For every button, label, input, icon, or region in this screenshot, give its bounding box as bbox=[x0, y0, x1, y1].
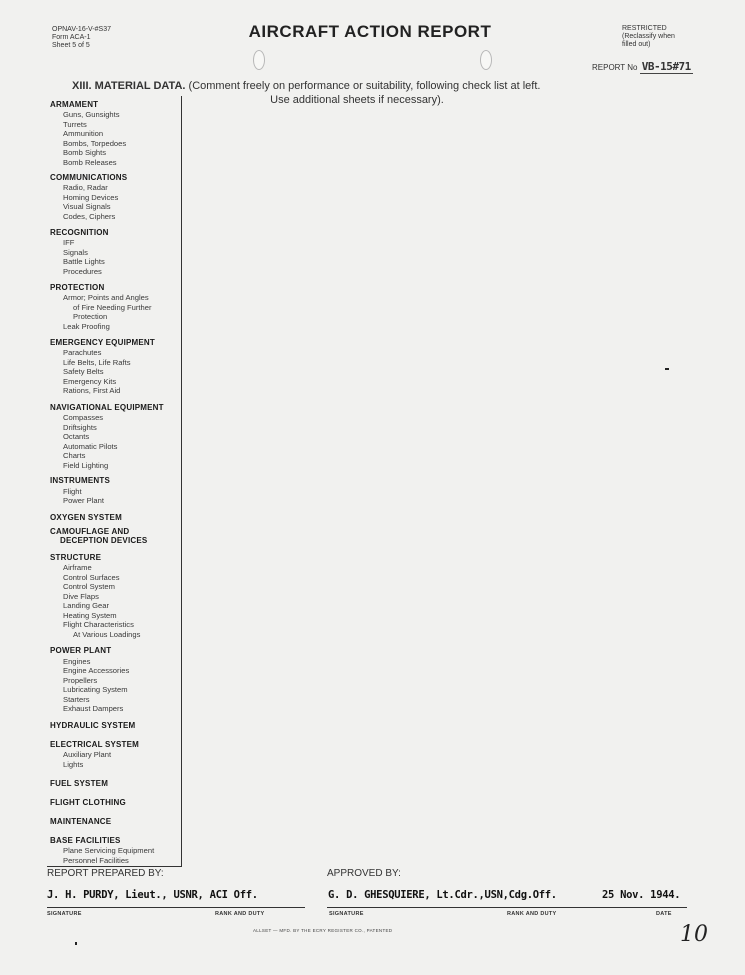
material-checklist bbox=[47, 96, 182, 867]
checklist-category: DECEPTION DEVICES bbox=[60, 536, 148, 545]
checklist-item: Automatic Pilots bbox=[63, 442, 118, 451]
checklist-item: Leak Proofing bbox=[63, 322, 110, 331]
section-title: XIII. MATERIAL DATA. bbox=[72, 80, 186, 92]
printer-imprint: ALLSET — MFD. BY THE ECRY REGISTER CO., PATENTED bbox=[253, 928, 393, 933]
checklist-item: Guns, Gunsights bbox=[63, 110, 120, 119]
classification-line: (Reclassify when bbox=[622, 33, 675, 40]
approved-by-name: G. D. GHESQUIERE, Lt.Cdr.,USN,Cdg.Off. bbox=[328, 889, 557, 901]
signature-line bbox=[327, 907, 687, 908]
checklist-category: FLIGHT CLOTHING bbox=[50, 798, 126, 807]
checklist-category: RECOGNITION bbox=[50, 228, 109, 237]
checklist-item: At Various Loadings bbox=[73, 630, 141, 639]
stray-mark bbox=[665, 368, 669, 370]
checklist-item: IFF bbox=[63, 238, 75, 247]
signature-caption: SIGNATURE bbox=[329, 911, 364, 917]
checklist-item: Auxiliary Plant bbox=[63, 750, 112, 759]
checklist-item: Battle Lights bbox=[63, 257, 105, 266]
checklist-category: CAMOUFLAGE AND bbox=[50, 527, 130, 536]
checklist-item: Engines bbox=[63, 657, 91, 666]
checklist-category: ELECTRICAL SYSTEM bbox=[50, 740, 140, 749]
checklist-item: Bomb Sights bbox=[63, 148, 107, 157]
prepared-by-label: REPORT PREPARED BY: bbox=[47, 868, 164, 879]
rank-caption: RANK AND DUTY bbox=[215, 911, 265, 917]
checklist-category: OXYGEN SYSTEM bbox=[50, 513, 122, 522]
checklist-category: PROTECTION bbox=[50, 283, 105, 292]
checklist-item: Dive Flaps bbox=[63, 592, 99, 601]
checklist-item: Control Surfaces bbox=[63, 573, 120, 582]
form-identifier bbox=[52, 26, 111, 50]
checklist-category: STRUCTURE bbox=[50, 553, 102, 562]
checklist-item: Flight bbox=[63, 487, 82, 496]
checklist-category: BASE FACILITIES bbox=[50, 836, 121, 845]
checklist-item: Procedures bbox=[63, 267, 102, 276]
checklist-item: Plane Servicing Equipment bbox=[63, 846, 155, 855]
checklist-item: Armor; Points and Angles bbox=[63, 293, 149, 302]
classification-line: RESTRICTED bbox=[622, 25, 667, 32]
checklist-item: of Fire Needing Further bbox=[73, 303, 152, 312]
report-footer bbox=[47, 866, 687, 926]
form-id-line: OPNAV-16-V-#S37 bbox=[52, 26, 112, 33]
report-number-label: REPORT No bbox=[592, 63, 638, 72]
checklist-item: Rations, First Aid bbox=[63, 386, 121, 395]
form-id-line: Form ACA-1 bbox=[52, 34, 91, 41]
checklist-item: Ammunition bbox=[63, 129, 104, 138]
checklist-item: Engine Accessories bbox=[63, 666, 130, 675]
checklist-item: Bomb Releases bbox=[63, 158, 117, 167]
page-number: 10 bbox=[680, 922, 708, 947]
prepared-by-name: J. H. PURDY, Lieut., USNR, ACI Off. bbox=[47, 889, 258, 901]
checklist-category: EMERGENCY EQUIPMENT bbox=[50, 338, 155, 347]
checklist-item: Heating System bbox=[63, 611, 117, 620]
checklist-item: Lubricating System bbox=[63, 685, 128, 694]
checklist-item: Emergency Kits bbox=[63, 377, 117, 386]
checklist-item: Bombs, Torpedoes bbox=[63, 139, 127, 148]
checklist-item: Protection bbox=[73, 312, 108, 321]
checklist-category: INSTRUMENTS bbox=[50, 476, 110, 485]
checklist-item: Safety Belts bbox=[63, 367, 104, 376]
checklist-item: Radio, Radar bbox=[63, 183, 108, 192]
checklist-item: Personnel Facilities bbox=[63, 856, 129, 865]
rank-caption: RANK AND DUTY bbox=[507, 911, 557, 917]
approved-by-label: APPROVED BY: bbox=[327, 868, 401, 879]
checklist-item: Life Belts, Life Rafts bbox=[63, 358, 131, 367]
checklist-item: Landing Gear bbox=[63, 601, 110, 610]
checklist-category: FUEL SYSTEM bbox=[50, 779, 109, 788]
checklist-item: Lights bbox=[63, 760, 84, 769]
checklist-category: MAINTENANCE bbox=[50, 817, 112, 826]
checklist-category: COMMUNICATIONS bbox=[50, 173, 128, 182]
signature-line bbox=[47, 907, 305, 908]
checklist-item: Driftsights bbox=[63, 423, 97, 432]
checklist-item: Propellers bbox=[63, 676, 98, 685]
checklist-item: Control System bbox=[63, 582, 115, 591]
binder-hole-right bbox=[480, 50, 492, 70]
checklist-item: Compasses bbox=[63, 413, 104, 422]
checklist-item: Airframe bbox=[63, 563, 92, 572]
checklist-category: NAVIGATIONAL EQUIPMENT bbox=[50, 403, 164, 412]
report-number-value: VB-15#71 bbox=[641, 60, 691, 73]
checklist-category: HYDRAULIC SYSTEM bbox=[50, 721, 136, 730]
checklist-item: Turrets bbox=[63, 120, 87, 129]
section-instruction: Use additional sheets if necessary). bbox=[270, 94, 444, 106]
checklist-item: Parachutes bbox=[63, 348, 102, 357]
checklist-item: Charts bbox=[63, 451, 86, 460]
classification-line: filled out) bbox=[622, 41, 651, 48]
classification-note bbox=[622, 25, 675, 49]
date-caption: DATE bbox=[656, 911, 672, 917]
checklist-item: Flight Characteristics bbox=[63, 620, 134, 629]
section-instruction: (Comment freely on performance or suitability, following check list at left. bbox=[188, 80, 541, 92]
signature-caption: SIGNATURE bbox=[47, 911, 82, 917]
form-id-line: Sheet 5 of 5 bbox=[52, 42, 90, 49]
page-title: AIRCRAFT ACTION REPORT bbox=[248, 22, 492, 41]
checklist-item: Visual Signals bbox=[63, 202, 111, 211]
checklist-item: Field Lighting bbox=[63, 461, 109, 470]
binder-hole-left bbox=[253, 50, 265, 70]
checklist-category: ARMAMENT bbox=[50, 100, 99, 109]
checklist-item: Power Plant bbox=[63, 496, 104, 505]
stray-mark bbox=[75, 942, 77, 945]
checklist-category: POWER PLANT bbox=[50, 646, 112, 655]
checklist-item: Octants bbox=[63, 432, 90, 441]
checklist-item: Homing Devices bbox=[63, 193, 119, 202]
checklist-item: Signals bbox=[63, 248, 88, 257]
checklist-item: Exhaust Dampers bbox=[63, 704, 124, 713]
checklist-item: Starters bbox=[63, 695, 90, 704]
report-number bbox=[592, 60, 693, 73]
checklist-item: Codes, Ciphers bbox=[63, 212, 116, 221]
report-date: 25 Nov. 1944. bbox=[602, 889, 681, 901]
